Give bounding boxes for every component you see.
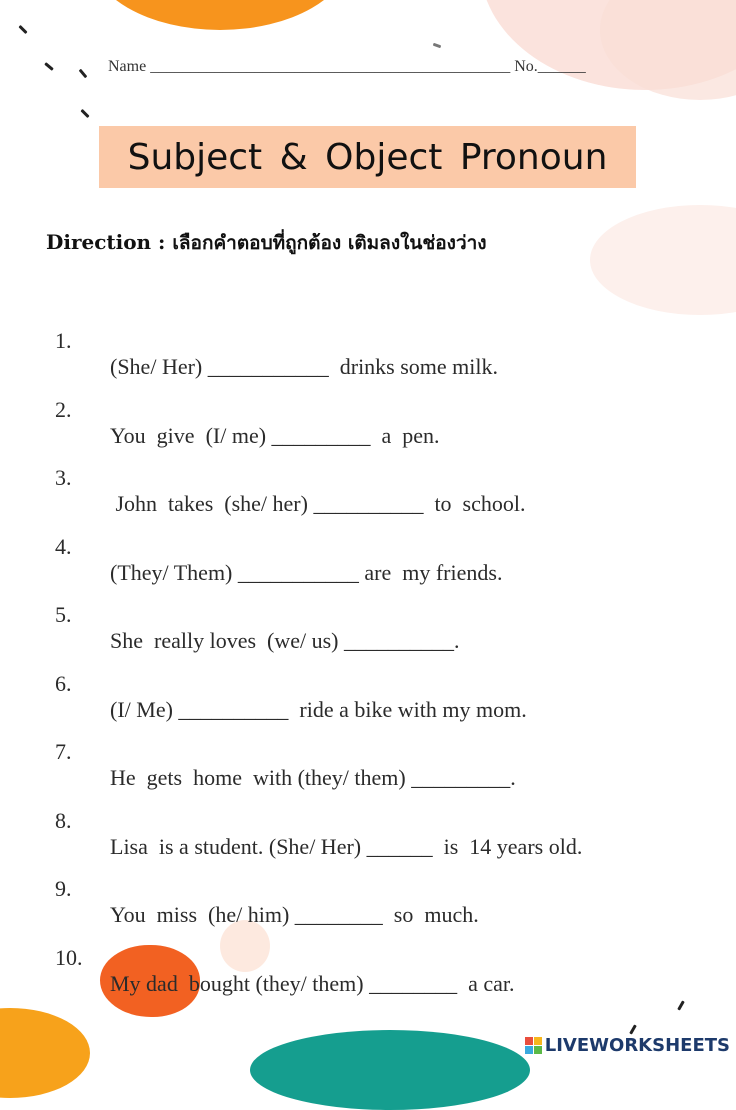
- question-text: He gets home with (they/ them) _________.: [110, 765, 516, 790]
- decor-orange-blob-top: [90, 0, 350, 30]
- decor-dash: [80, 109, 89, 118]
- question-number: 10.: [55, 945, 83, 970]
- direction-instruction: [46, 228, 487, 258]
- question-text: John takes (she/ her) __________ to school.: [110, 491, 526, 516]
- question-item: [0, 302, 736, 379]
- question-item: [0, 576, 736, 653]
- question-text: (They/ Them) ___________ are my friends.: [110, 560, 503, 585]
- question-item: [0, 508, 736, 585]
- question-text: My dad bought (they/ them) ________ a car.: [110, 971, 515, 996]
- question-item: [0, 439, 736, 516]
- page-title: Subject & Object Pronoun: [127, 136, 608, 178]
- decor-orange-blob-bottom: [0, 1008, 90, 1098]
- decor-dash: [433, 43, 442, 49]
- decor-pink-blob-right: [590, 205, 736, 315]
- question-item: [0, 782, 736, 859]
- question-text: Lisa is a student. (She/ Her) ______ is 14 years old.: [110, 834, 583, 859]
- decor-dash: [44, 62, 54, 71]
- question-text: She really loves (we/ us) __________.: [110, 628, 460, 653]
- question-item: [0, 645, 736, 722]
- liveworksheets-logo-icon: [525, 1037, 542, 1054]
- question-number: 9.: [55, 876, 72, 901]
- decor-dash: [629, 1024, 637, 1034]
- question-number: 7.: [55, 739, 72, 764]
- question-number: 1.: [55, 328, 72, 353]
- question-text: (I/ Me) __________ ride a bike with my mom.: [110, 697, 527, 722]
- liveworksheets-watermark: [525, 1035, 730, 1056]
- decor-dash: [677, 1000, 685, 1010]
- question-item: [0, 850, 736, 927]
- decor-dash: [18, 25, 27, 34]
- question-number: 5.: [55, 602, 72, 627]
- question-item: [0, 371, 736, 448]
- question-number: 4.: [55, 534, 72, 559]
- question-number: 6.: [55, 671, 72, 696]
- watermark-text: LIVEWORKSHEETS: [544, 1035, 730, 1056]
- question-item: [0, 919, 736, 996]
- name-number-line: Name _____________________________________________ No.______: [108, 58, 586, 75]
- decor-dash: [79, 69, 88, 79]
- direction-label: Direction :: [46, 230, 173, 254]
- question-number: 8.: [55, 808, 72, 833]
- question-number: 2.: [55, 397, 72, 422]
- question-text: You miss (he/ him) ________ so much.: [110, 902, 479, 927]
- title-banner: [99, 126, 636, 188]
- question-number: 3.: [55, 465, 72, 490]
- decor-teal-blob-bottom: [250, 1030, 530, 1110]
- question-text: You give (I/ me) _________ a pen.: [110, 423, 440, 448]
- direction-text: เลือกคำตอบที่ถูกต้อง เติมลงในช่องว่าง: [172, 232, 487, 254]
- question-item: [0, 713, 736, 790]
- question-text: (She/ Her) ___________ drinks some milk.: [110, 354, 499, 379]
